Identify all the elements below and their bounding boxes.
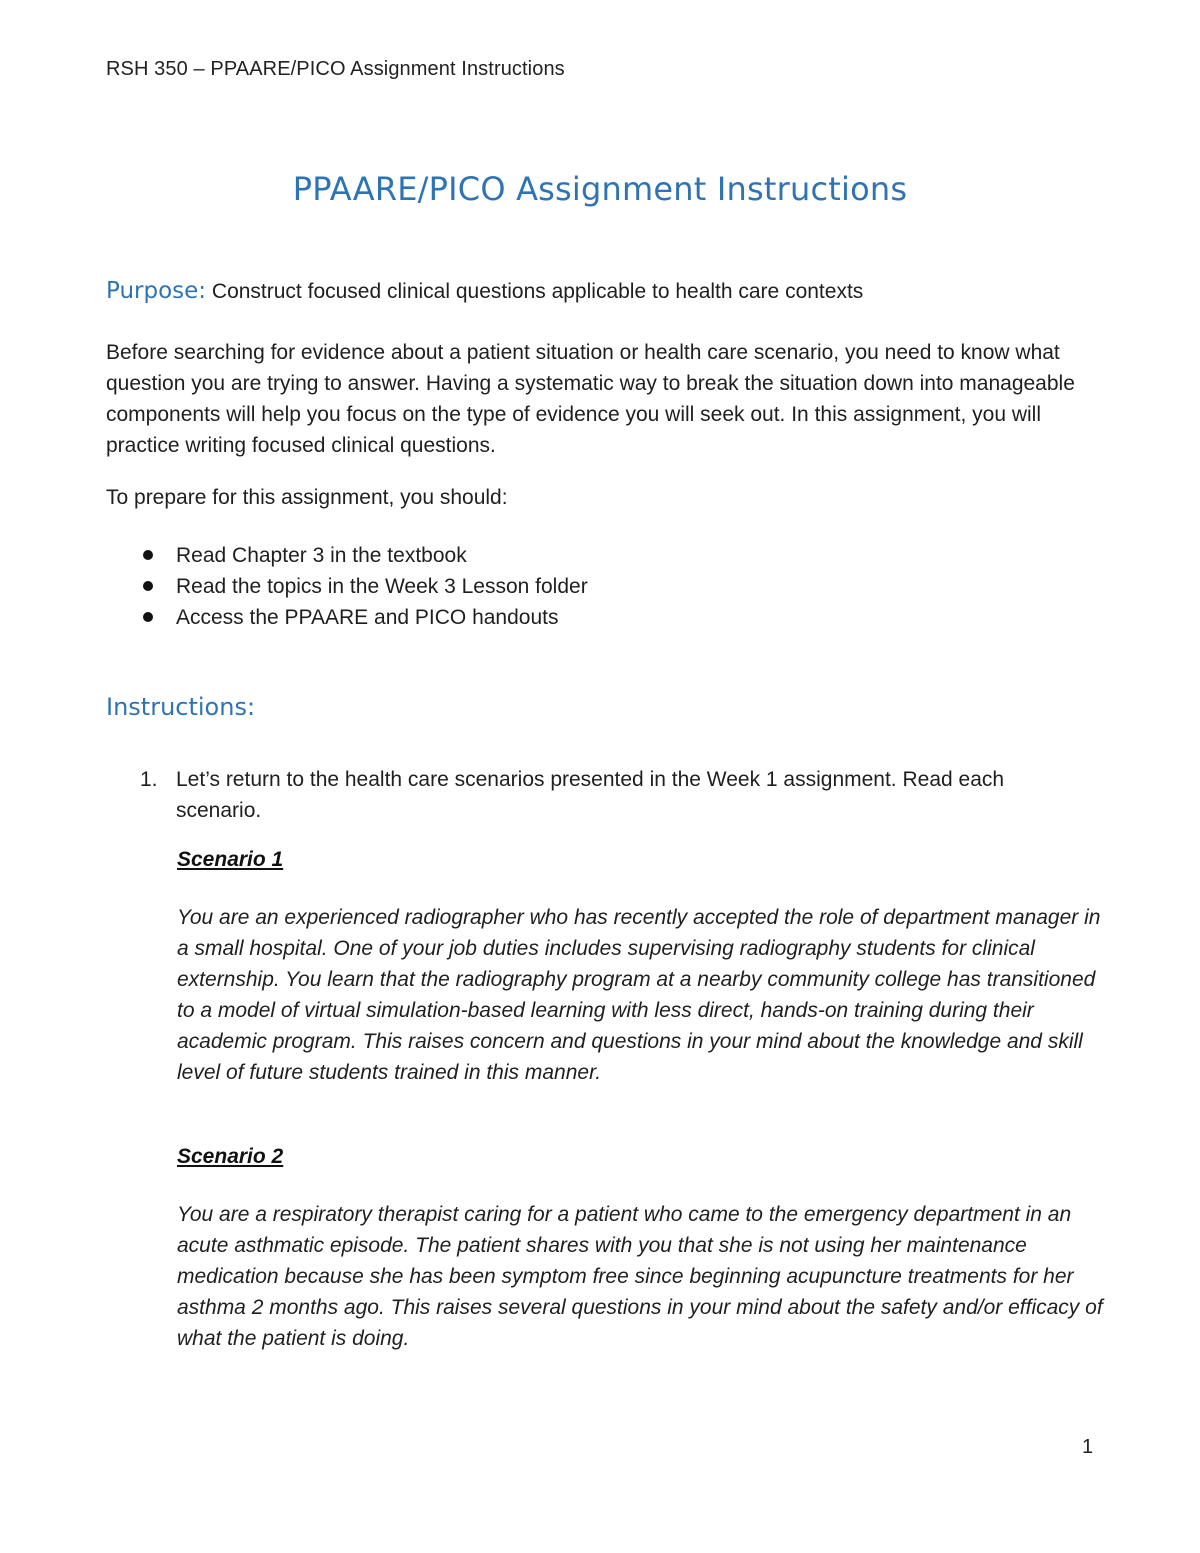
instructions-heading: Instructions: xyxy=(106,693,256,721)
bullet-icon xyxy=(143,612,153,622)
list-item-text: Read Chapter 3 in the textbook xyxy=(176,544,467,567)
purpose-text: Construct focused clinical questions applicable to health care contexts xyxy=(211,280,864,303)
list-item xyxy=(106,540,588,571)
purpose-line xyxy=(106,278,863,304)
prep-list xyxy=(106,540,588,633)
list-item-text: Read the topics in the Week 3 Lesson folder xyxy=(176,575,588,598)
purpose-label: Purpose: xyxy=(106,278,207,304)
scenario-2-heading: Scenario 2 xyxy=(177,1145,284,1168)
scenario-1-text: You are an experienced radiographer who has recently accepted the role of department manager in a small hospital. One of your job duties includes supervising radiography students for clinical externship. You learn that the radiography program at a nearby community college has transitioned to a model of virtual simulation-based learning with less direct, hands-on training during their academic program. This raises concern and questions in your mind about the knowledge and skill level of future students trained in this manner. xyxy=(177,906,1101,1084)
bullet-icon xyxy=(143,581,153,591)
step-text: Let’s return to the health care scenarios presented in the Week 1 assignment. Read each scenario. xyxy=(176,768,1005,822)
intro-paragraph: Before searching for evidence about a patient situation or health care scenario, you need to know what question you are trying to answer. Having a systematic way to break the situation down into manageable components will help you focus on the type of evidence you will seek out. In this assignment, you will practice writing focused clinical questions. xyxy=(106,341,1075,457)
list-item xyxy=(106,571,588,602)
scenario-1-heading: Scenario 1 xyxy=(177,848,284,871)
document-title: PPAARE/PICO Assignment Instructions xyxy=(292,170,908,208)
running-header: RSH 350 – PPAARE/PICO Assignment Instructions xyxy=(106,58,565,80)
prepare-lead: To prepare for this assignment, you should: xyxy=(106,486,508,509)
step-number: 1. xyxy=(140,768,158,791)
scenario-2-text: You are a respiratory therapist caring for a patient who came to the emergency department in an acute asthmatic episode. The patient shares with you that she is not using her maintenance medication because she has been symptom free since beginning acupuncture treatments for her asthma 2 months ago. This raises several questions in your mind about the safety and/or efficacy of what the patient is doing. xyxy=(177,1203,1103,1350)
bullet-icon xyxy=(143,550,153,560)
page-number: 1 xyxy=(1082,1436,1094,1458)
instruction-step xyxy=(142,764,1072,826)
list-item-text: Access the PPAARE and PICO handouts xyxy=(176,606,559,629)
list-item xyxy=(106,602,588,633)
